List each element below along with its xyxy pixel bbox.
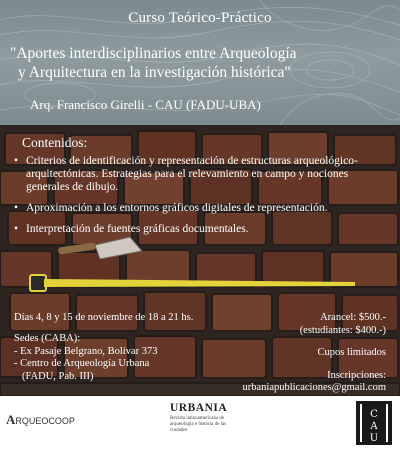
course-title-line1: "Aportes interdisciplinarios entre Arqueología	[10, 45, 297, 62]
topographic-header	[0, 0, 400, 125]
cau-letter: C	[370, 409, 378, 420]
limited-spots: Cupos limitados	[317, 347, 386, 358]
urbania-logo	[170, 402, 240, 434]
urbania-name: URBANIA	[170, 402, 228, 414]
course-type: Curso Teórico-Práctico	[128, 10, 272, 26]
list-item	[14, 223, 394, 236]
bullet-icon: •	[14, 155, 19, 167]
venue-item: - Centro de Arqueología Urbana	[14, 358, 150, 369]
list-item	[14, 155, 394, 194]
arqueocoop-initial: A	[6, 412, 16, 427]
contents-heading: Contenidos:	[22, 135, 88, 150]
sponsor-footer	[0, 396, 400, 450]
fee-students: (estudiantes: $400.-)	[299, 324, 386, 336]
fee: Arancel: $500.-	[320, 312, 386, 323]
venue-detail: (FADU, Pab. III)	[22, 370, 94, 382]
venue-item: - Ex Pasaje Belgrano, Bolívar 373	[14, 345, 158, 357]
list-item-text: Interpretación de fuentes gráficas documentales.	[26, 223, 249, 235]
urbania-subtitle: Revista latinoamericana de arqueología e historia de las ciudades	[170, 416, 227, 433]
registration-email[interactable]: urbaniapublicaciones@gmail.com	[242, 382, 386, 393]
list-item	[14, 202, 394, 215]
registration-heading: Inscripciones:	[327, 369, 386, 381]
list-item-text: Aproximación a los entornos gráficos digitales de representación.	[26, 202, 328, 214]
bullet-icon: •	[14, 202, 19, 214]
arqueocoop-logo	[6, 412, 75, 428]
pricing-info	[243, 312, 387, 395]
contents-list	[14, 155, 394, 244]
author: Arq. Francisco Girelli - CAU (FADU-UBA)	[30, 97, 261, 112]
list-item-text: Criterios de identificación y representación de estructuras arqueológico-arquitectónicas. Estrategias para el relevamiento en campo y nociones generales de dibujo.	[26, 155, 358, 193]
course-title-line2: y Arquitectura en la investigación histórica"	[18, 64, 291, 81]
course-dates: Días 4, 8 y 15 de noviembre de 18 a 21 hs.	[14, 312, 194, 323]
cau-letter: A	[370, 421, 378, 432]
bullet-icon: •	[14, 223, 19, 235]
venues-heading: Sedes (CABA):	[14, 333, 81, 344]
cau-letter: U	[369, 433, 379, 444]
cau-logo-icon	[356, 401, 392, 445]
arqueocoop-name: RQUEOCOOP	[15, 416, 75, 426]
course-title	[10, 44, 396, 82]
venues	[14, 333, 157, 383]
